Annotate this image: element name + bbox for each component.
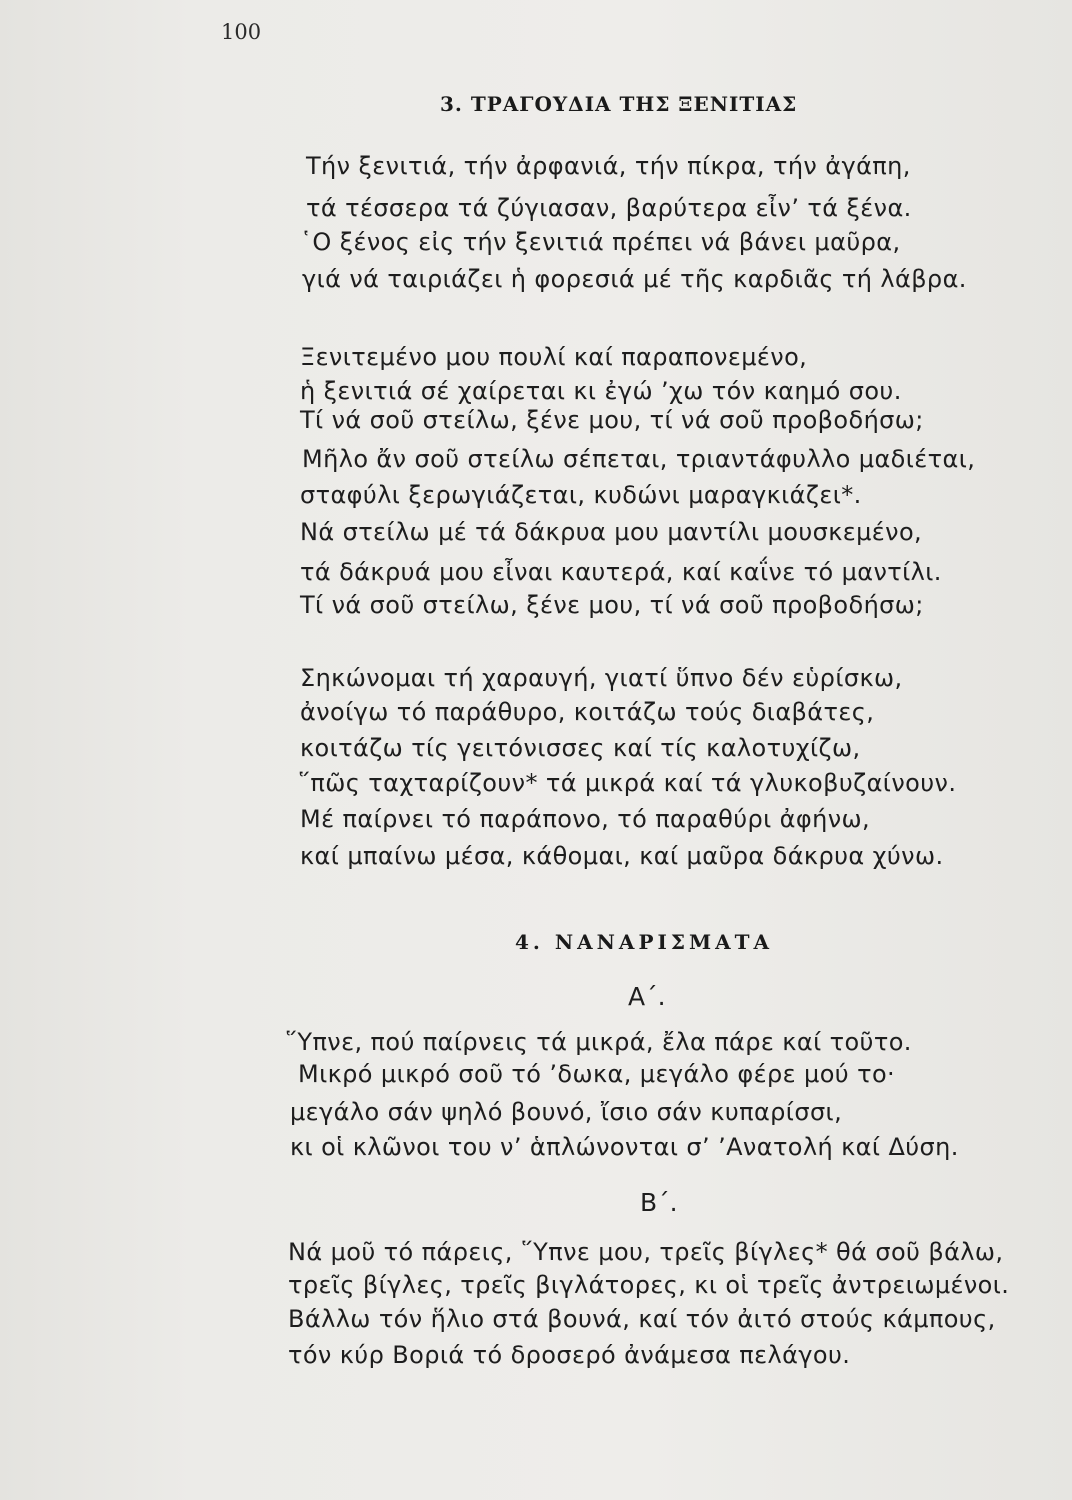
part-heading-b: Β΄. xyxy=(640,1188,678,1217)
part-heading-a: Α΄. xyxy=(628,982,666,1011)
verse-line: Τήν ξενιτιά, τήν ἀρφανιά, τήν πίκρα, τήν ἀγάπη, xyxy=(306,152,911,180)
section-title-songs-of-exile: 3. ΤΡΑΓΟΥΔΙΑ ΤΗΣ ΞΕΝΙΤΙΑΣ xyxy=(440,92,798,116)
verse-line: Βάλλω τόν ἥλιο στά βουνά, καί τόν ἀιτό στούς κάμπους, xyxy=(288,1305,996,1333)
verse-line: Τί νά σοῦ στείλω, ξένε μου, τί νά σοῦ προβοδήσω; xyxy=(300,591,924,619)
verse-line: τά τέσσερα τά ζύγιασαν, βαρύτερα εἶν’ τά ξένα. xyxy=(306,194,912,222)
verse-line: τρεῖς βίγλες, τρεῖς βιγλάτορες, κι οἱ τρεῖς ἀντρειωμένοι. xyxy=(288,1271,1010,1299)
verse-line: Σηκώνομαι τή χαραυγή, γιατί ὕπνο δέν εὑρίσκω, xyxy=(300,664,903,692)
verse-line: ἡ ξενιτιά σέ χαίρεται κι ἐγώ ’χω τόν καημό σου. xyxy=(300,377,902,405)
verse-line: ῞πῶς ταχταρίζουν* τά μικρά καί τά γλυκοβυζαίνουν. xyxy=(298,769,957,797)
verse-line: ἀνοίγω τό παράθυρο, κοιτάζω τούς διαβάτες, xyxy=(300,698,875,726)
verse-line: Νά μοῦ τό πάρεις, ῞Υπνε μου, τρεῖς βίγλες* θά σοῦ βάλω, xyxy=(288,1238,1004,1266)
verse-line: Ξενιτεμένο μου πουλί καί παραπονεμένο, xyxy=(300,343,808,371)
verse-line: Νά στείλω μέ τά δάκρυα μου μαντίλι μουσκεμένο, xyxy=(300,518,923,546)
verse-line: Μικρό μικρό σοῦ τό ’δωκα, μεγάλο φέρε μού το· xyxy=(298,1060,896,1088)
verse-line: Μέ παίρνει τό παράπονο, τό παραθύρι ἀφήνω, xyxy=(300,805,871,833)
verse-line: ῞Υπνε, πού παίρνεις τά μικρά, ἔλα πάρε καί τοῦτο. xyxy=(285,1028,912,1056)
verse-line: μεγάλο σάν ψηλό βουνό, ἴσιο σάν κυπαρίσσι, xyxy=(290,1098,843,1126)
verse-line: ῾Ο ξένος εἰς τήν ξενιτιά πρέπει νά βάνει μαῦρα, xyxy=(300,228,901,256)
page-number: 100 xyxy=(221,20,262,44)
section-title-lullabies: 4. ΝΑΝΑΡΙΣΜΑΤΑ xyxy=(515,930,774,954)
verse-line: σταφύλι ξερωγιάζεται, κυδώνι μαραγκιάζει*. xyxy=(300,481,862,509)
verse-line: τά δάκρυά μου εἶναι καυτερά, καί καΐνε τό μαντίλι. xyxy=(300,558,942,586)
verse-line: κι οἱ κλῶνοι του ν’ ἁπλώνονται σ’ ’Ανατολή καί Δύση. xyxy=(290,1133,959,1161)
verse-line: κοιτάζω τίς γειτόνισσες καί τίς καλοτυχίζω, xyxy=(300,734,861,762)
verse-line: τόν κύρ Βοριά τό δροσερό ἀνάμεσα πελάγου. xyxy=(288,1341,851,1369)
verse-line: καί μπαίνω μέσα, κάθομαι, καί μαῦρα δάκρυα χύνω. xyxy=(300,842,944,870)
verse-line: γιά νά ταιριάζει ἡ φορεσιά μέ τῆς καρδιᾶς τή λάβρα. xyxy=(302,265,967,293)
verse-line: Μῆλο ἄν σοῦ στείλω σέπεται, τριαντάφυλλο μαδιέται, xyxy=(302,445,976,473)
verse-line: Τί νά σοῦ στείλω, ξένε μου, τί νά σοῦ προβοδήσω; xyxy=(300,406,924,434)
